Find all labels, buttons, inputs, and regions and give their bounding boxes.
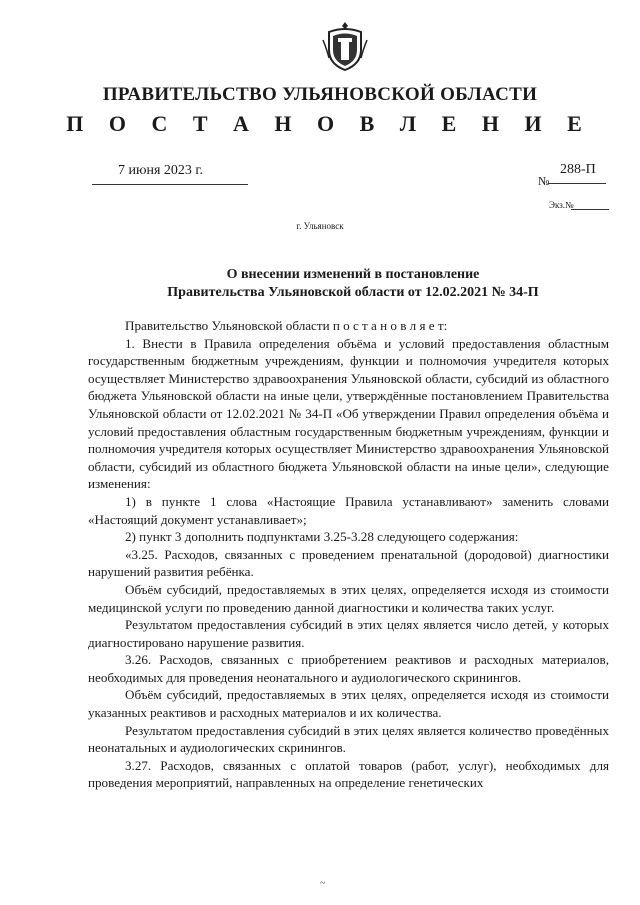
city-name: г. Ульяновск bbox=[296, 221, 344, 231]
body-paragraph: 3.27. Расходов, связанных с оплатой товаров (работ, услуг), необходимых для проведения мероприятий, направленных на определение генетических bbox=[88, 757, 609, 791]
decree-number: 288-П bbox=[560, 162, 596, 177]
body-paragraph: 2) пункт 3 дополнить подпунктами 3.25-3.28 следующего содержания: bbox=[125, 529, 519, 545]
body-paragraph: «3.25. Расходов, связанных с проведением пренатальной (дородовой) диагностики нарушений развития ребёнка. bbox=[88, 546, 609, 580]
document-type: П О С Т А Н О В Л Е Н И Е bbox=[66, 111, 592, 136]
body-paragraph: Объём субсидий, предоставляемых в этих целях, определяется исходя из стоимости указанных реактивов и расходных материалов и их количества. bbox=[88, 687, 609, 721]
decree-subject bbox=[60, 266, 640, 302]
date-underline bbox=[92, 184, 248, 185]
government-name: ПРАВИТЕЛЬСТВО УЛЬЯНОВСКОЙ ОБЛАСТИ bbox=[102, 84, 538, 105]
body-paragraph: 3.26. Расходов, связанных с приобретением реактивов и расходных материалов, необходимых для проведения неонатального и аудиологического скринингов. bbox=[88, 652, 609, 685]
body-paragraph: Объём субсидий, предоставляемых в этих целях, определяется исходя из стоимости медицинской услуги по проведению данной диагностики и количества таких услуг. bbox=[88, 581, 609, 615]
decree-date: 7 июня 2023 г. bbox=[118, 163, 204, 178]
copy-number-label: Экз.№ bbox=[549, 200, 574, 210]
decree-body bbox=[88, 317, 609, 792]
coat-of-arms-icon bbox=[321, 20, 369, 72]
subject-line: Правительства Ульяновской области от 12.02.2021 № 34-П bbox=[167, 285, 539, 300]
scan-mark: ~ bbox=[320, 878, 326, 889]
body-paragraph: 1. Внести в Правила определения объёма и условий предоставления областным государственным бюджетным учреждениям, функции и полномочия учредителя которых осуществляет Министерство здравоохранения Ульяновской области, субсидий из областного бюджета Ульяновской области на иные цели, утверждённые постановлением Правительства Ульяновской области от 12.02.2021 № 34-П «Об утверждении Правил определения объёма и условий предоставления областным государственным бюджетным учреждениям, функции и полномочия учредителя которых осуществляет Министерство здравоохранения Ульяновской области, субсидий из областного бюджета Ульяновской области на иные цели», следующие изменения: bbox=[88, 335, 609, 492]
body-paragraph: Результатом предоставления субсидий в этих целях является число детей, у которых диагностировано нарушение развития. bbox=[88, 617, 609, 650]
body-paragraph: 1) в пункте 1 слова «Настоящие Правила устанавливают» заменить словами «Настоящий документ устанавливает»; bbox=[88, 493, 609, 527]
number-underline bbox=[548, 183, 606, 184]
copy-number-underline bbox=[571, 209, 609, 210]
body-paragraph: Результатом предоставления субсидий в этих целях является количество проведённых неонатальных и аудиологических скринингов. bbox=[88, 722, 609, 756]
number-label: № bbox=[538, 174, 550, 188]
body-paragraph: Правительство Ульяновской области п о с т а н о в л я е т: bbox=[125, 318, 448, 333]
subject-line: О внесении изменений в постановление bbox=[226, 267, 480, 282]
